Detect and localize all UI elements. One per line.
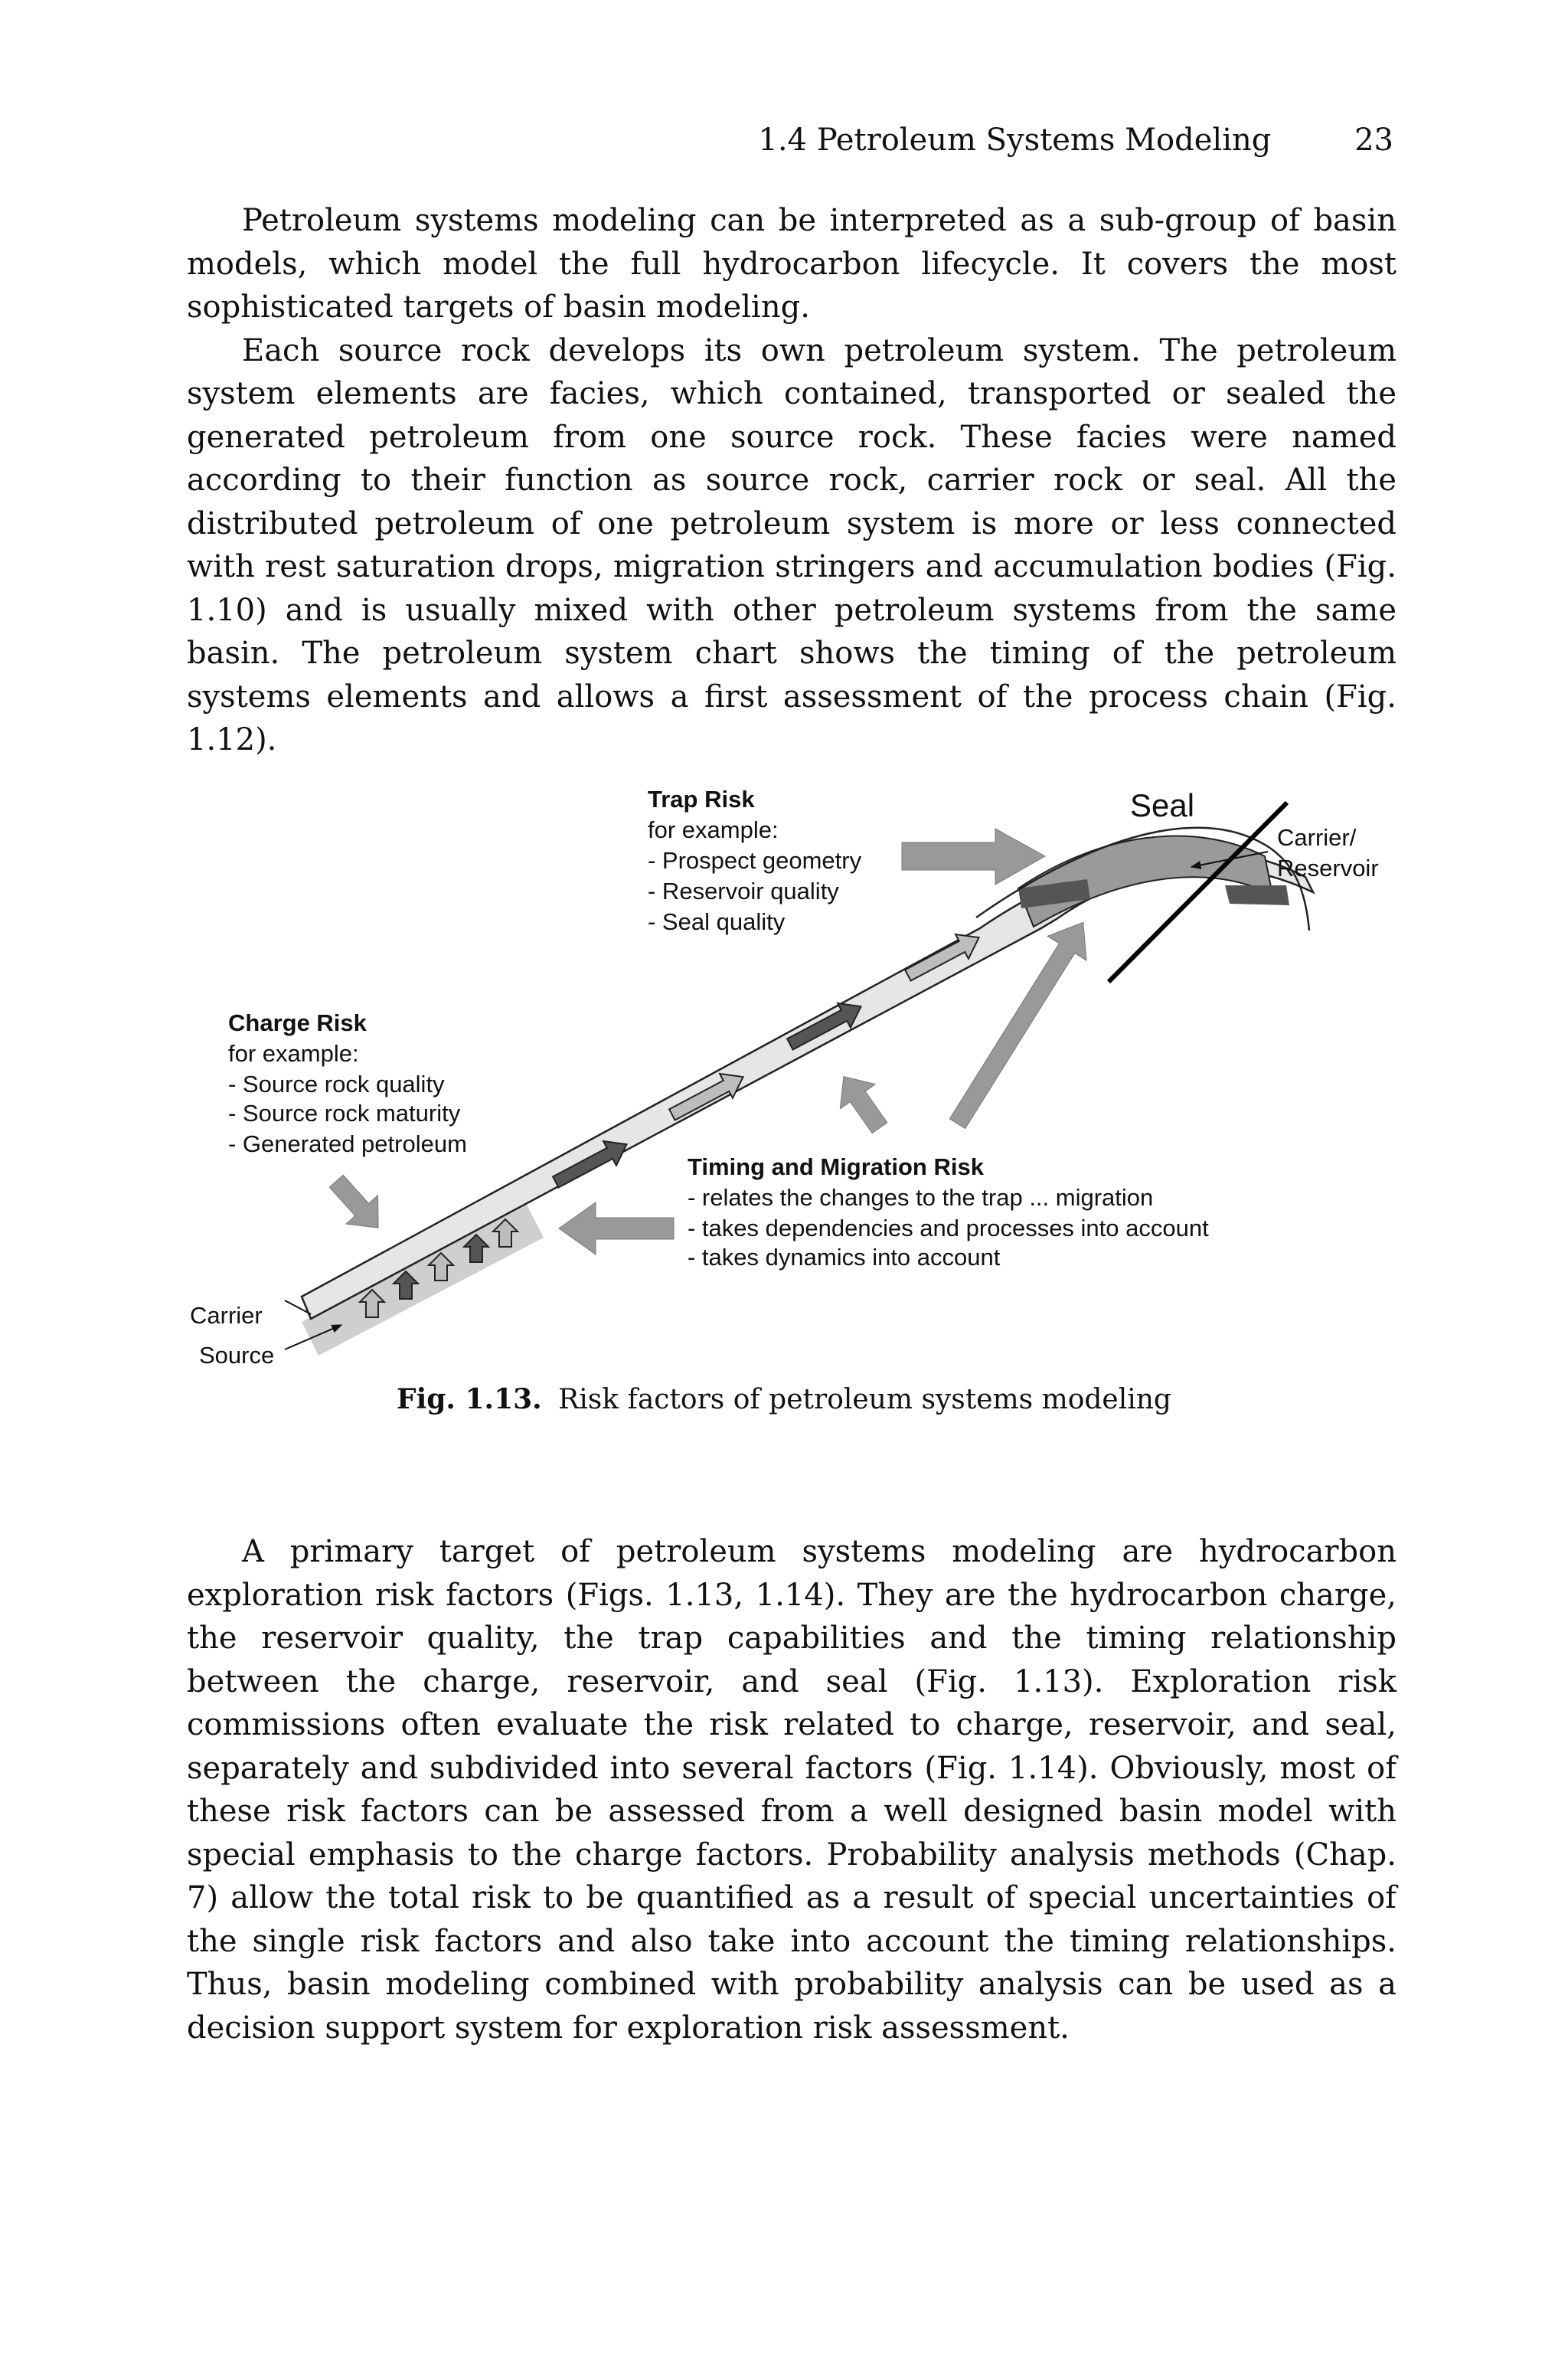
carrier-reservoir-label: Carrier/ <box>1277 824 1357 851</box>
timing-risk-line: - takes dynamics into account <box>688 1244 1001 1271</box>
timing-risk-arrow-up <box>826 1065 897 1140</box>
charge-risk-line: for example: <box>228 1040 359 1067</box>
page-number: 23 <box>1354 123 1393 158</box>
trap-risk-line: - Reservoir quality <box>648 878 839 904</box>
figure-caption-text: Risk factors of petroleum systems modeling <box>558 1384 1171 1415</box>
trap-risk-line: for example: <box>648 816 779 843</box>
source-label: Source <box>199 1342 275 1369</box>
charge-risk-line: - Source rock maturity <box>228 1100 461 1127</box>
timing-risk-line: - relates the changes to the trap ... migration <box>688 1184 1154 1211</box>
trap-risk-arrow <box>902 829 1045 885</box>
body-text-top <box>187 199 1396 762</box>
paragraph: Each source rock develops its own petroleum system. The petroleum system elements are facies, which contained, transported or sealed the generated petroleum from one source rock. These facies were named according to their function as source rock, carrier rock or seal. All the distributed petroleum of one petroleum system is more or less connected with rest saturation drops, migration stringers and accumulation bodies (Fig. 1.10) and is usually mixed with other petroleum systems from the same basin. The petroleum system chart shows the timing of the petroleum systems elements and allows a first assessment of the process chain (Fig. 1.12). <box>187 332 1396 757</box>
reservoir-dark-band-right <box>1225 885 1289 905</box>
timing-risk-title: Timing and Migration Risk <box>688 1153 984 1180</box>
section-title: 1.4 Petroleum Systems Modeling <box>758 123 1272 158</box>
body-text-bottom <box>187 1530 1396 2049</box>
charge-risk-arrow <box>320 1167 394 1242</box>
seal-label: Seal <box>1130 787 1195 823</box>
risk-factors-diagram <box>0 766 1568 1425</box>
trap-risk-line: - Seal quality <box>648 908 786 935</box>
running-head <box>758 123 1393 158</box>
trap-risk-line: - Prospect geometry <box>648 847 862 874</box>
charge-risk-line: - Source rock quality <box>228 1071 445 1097</box>
charge-risk-line: - Generated petroleum <box>228 1130 467 1157</box>
figure-number: Fig. 1.13. <box>397 1383 542 1415</box>
carrier-reservoir-label: Reservoir <box>1277 855 1379 882</box>
paragraph: A primary target of petroleum systems modeling are hydrocarbon exploration risk factors (Figs. 1.13, 1.14). They are the hydrocarbon charge, the reservoir quality, the trap capabilities and the timing relationship between the charge, reservoir, and seal (Fig. 1.13). Exploration risk commissions often evaluate the risk related to charge, reservoir, and seal, separately and subdivided into several factors (Fig. 1.14). Obviously, most of these risk factors can be assessed from a well designed basin model with special emphasis to the charge factors. Probability analysis methods (Chap. 7) allow the total risk to be quantified as a result of special uncertainties of the single risk factors and also take into account the timing relationships. Thus, basin modeling combined with probability analysis can be used as a decision support system for exploration risk assessment. <box>187 1534 1396 2046</box>
charge-risk-title: Charge Risk <box>228 1009 367 1036</box>
trap-risk-title: Trap Risk <box>648 786 755 813</box>
reservoir-layer <box>1018 836 1272 927</box>
figure-caption <box>0 1383 1568 1415</box>
timing-risk-line: - takes dependencies and processes into account <box>688 1215 1209 1241</box>
carrier-label: Carrier <box>190 1302 263 1329</box>
timing-risk-arrow-left <box>559 1202 674 1254</box>
paragraph: Petroleum systems modeling can be interpreted as a sub-group of basin models, which model the full hydrocarbon lifecycle. It covers the most sophisticated targets of basin modeling. <box>187 203 1396 325</box>
